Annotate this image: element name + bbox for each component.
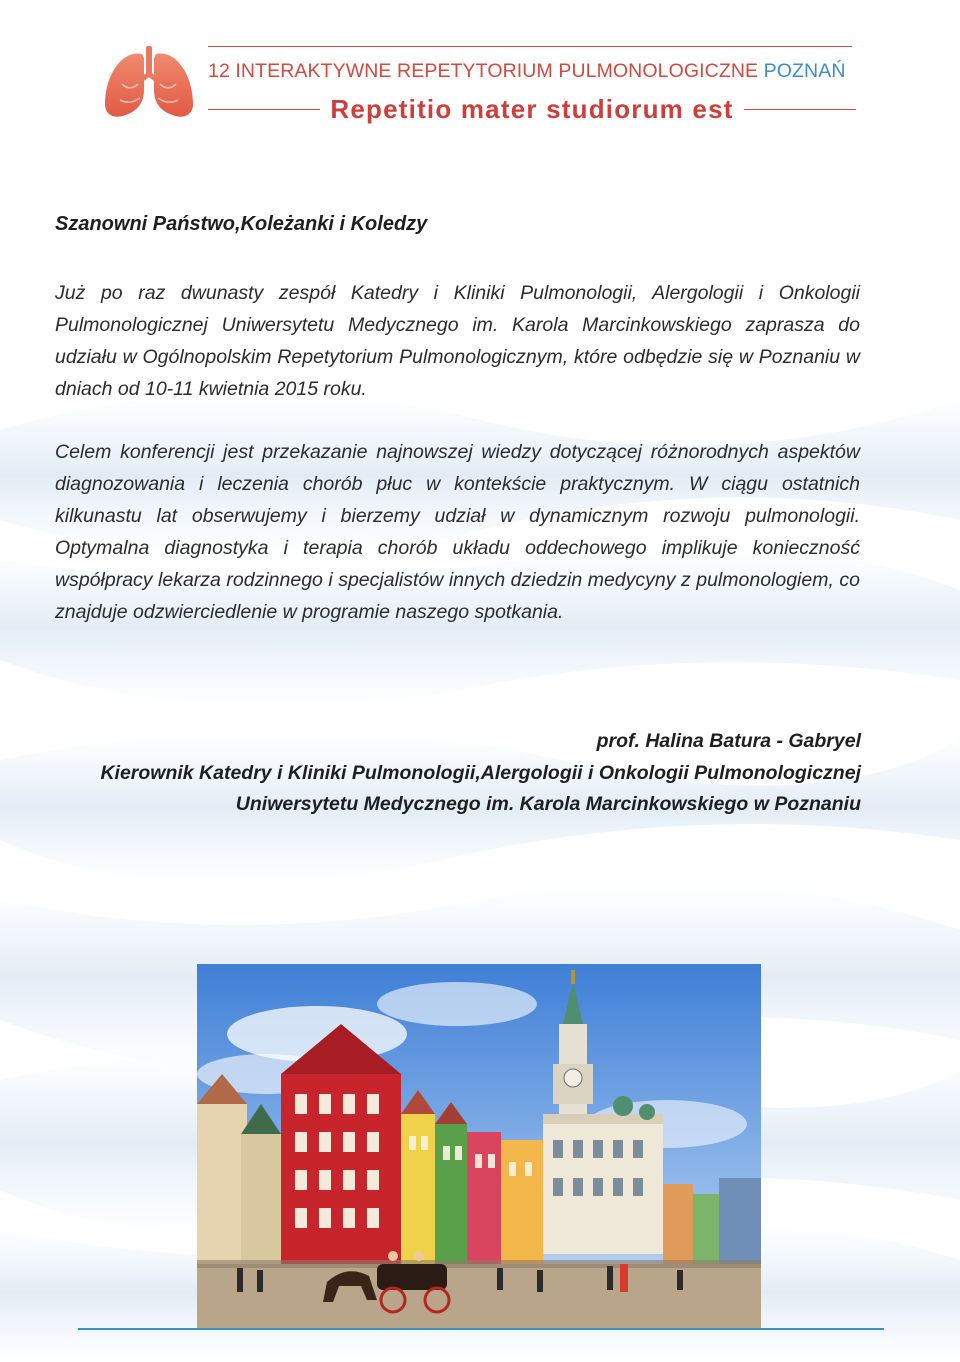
signature-position: Kierownik Katedry i Kliniki Pulmonologii,Alergologii i Onkologii Pulmonologicznej bbox=[100, 761, 861, 784]
motto-row bbox=[208, 92, 856, 126]
signature-name: prof. Halina Batura - Gabryel bbox=[596, 730, 861, 752]
paragraph-intro: Już po raz dwunasty zespół Katedry i Kliniki Pulmonologii, Alergologii i Onkologii Pulmonologicznej Uniwersytetu Medycznego im. Karola Marcinkowskiego zaprasza do udziału w Ogólnopolskim Repetytorium Pulmonologicznym, które odbędzie się w Poznaniu w dniach od 10-11 kwietnia 2015 roku. bbox=[55, 282, 860, 400]
lungs-icon bbox=[102, 44, 196, 122]
poznan-old-market-photo bbox=[197, 964, 761, 1328]
signature-university: Uniwersytetu Medycznego im. Karola Marcinkowskiego w Poznaniu bbox=[235, 793, 861, 815]
motto: Repetitio mater studiorum est bbox=[330, 93, 734, 124]
greeting: Szanowni Państwo,Koleżanki i Koledzy bbox=[55, 213, 428, 235]
footer-rule bbox=[78, 1328, 884, 1330]
conference-title-text: 12 INTERAKTYWNE REPETYTORIUM PULMONOLOGICZNE bbox=[208, 60, 759, 82]
motto-rule-right bbox=[744, 109, 856, 110]
signature-block bbox=[55, 726, 861, 821]
conference-title bbox=[208, 60, 852, 86]
conference-city: POZNAŃ bbox=[763, 60, 846, 82]
header-top-rule bbox=[208, 46, 852, 47]
paragraph-goals: Celem konferencji jest przekazanie najnowszej wiedzy dotyczącej różnorodnych aspektów diagnozowania i leczenia chorób płuc w kontekście praktycznym. W ciągu ostatnich kilkunastu lat obserwujemy i bierzemy udział w dynamicznym rozwoju pulmonologii. Optymalna diagnostyka i terapia chorób układu oddechowego implikuje konieczność współpracy lekarza rodzinnego i specjalistów innych dziedzin medycyny z pulmonologiem, co znajduje odzwierciedlenie w programie naszego spotkania. bbox=[55, 441, 860, 623]
motto-rule-left bbox=[208, 109, 320, 110]
